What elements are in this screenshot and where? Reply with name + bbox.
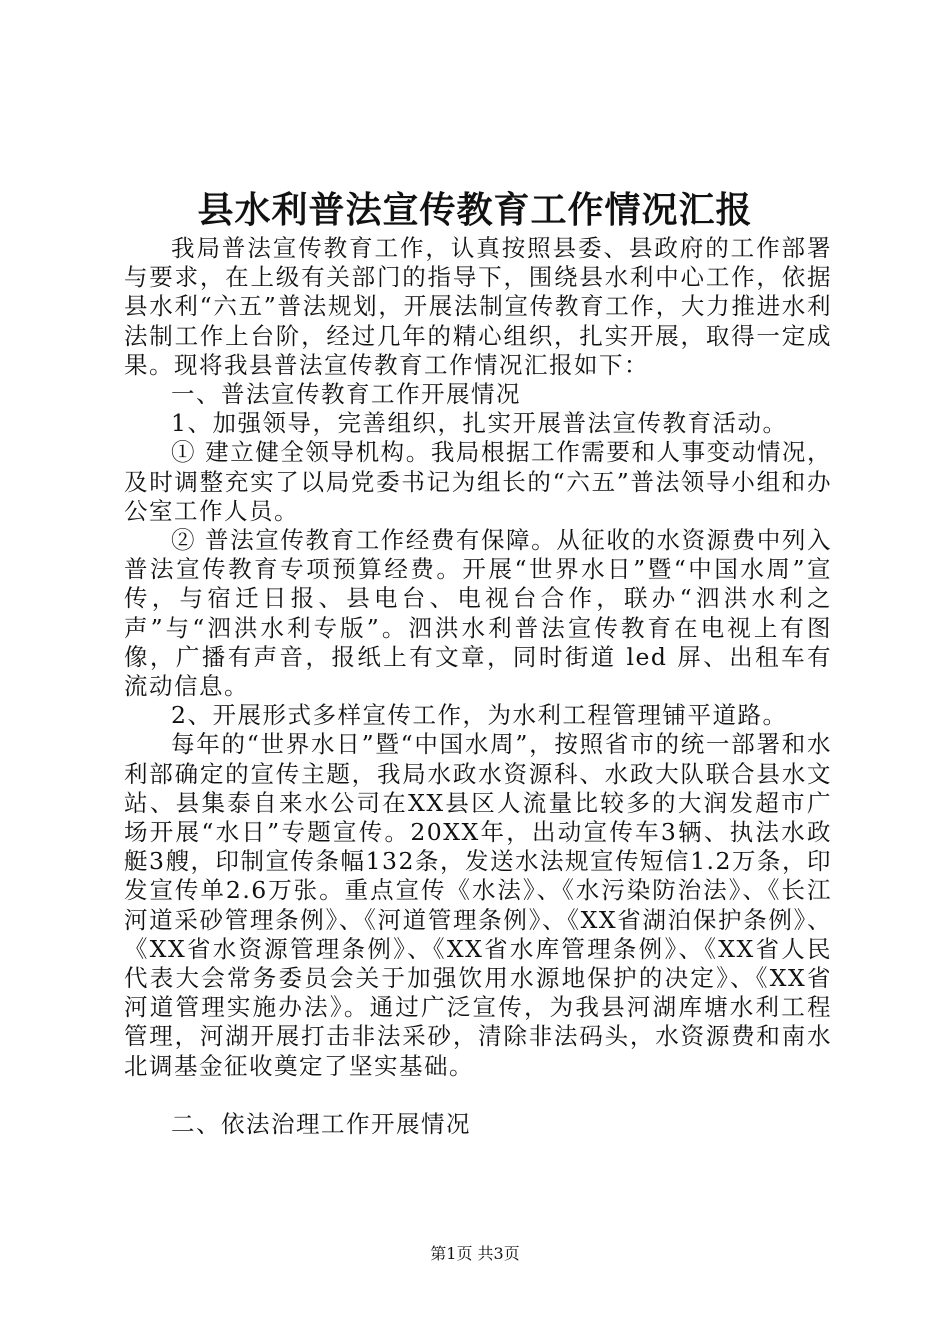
paragraph-item-2: ② 普法宣传教育工作经费有保障。从征收的水资源费中列入普法宣传教育专项预算经费。开展“世界水日”暨“中国水周”宣传，与宿迁日报、县电台、电视台合作，联办“泗洪水利之声”与“泗洪水利专版”。泗洪水利普法宣传教育在电视上有图像，广播有声音，报纸上有文章，同时街道 led 屏、出租车有流动信息。 <box>124 526 832 701</box>
paragraph-water-day: 每年的“世界水日”暨“中国水周”，按照省市的统一部署和水利部确定的宣传主题，我局水政水资源科、水政大队联合县水文站、县集泰自来水公司在XX县区人流量比较多的大润发超市广场开展“水日”专题宣传。20XX年，出动宣传车3辆、执法水政艇3艘，印制宣传条幅132条，发送水法规宣传短信1.2万条，印发宣传单2.6万张。重点宣传《水法》、《水污染防治法》、《长江河道采砂管理条例》、《河道管理条例》、《XX省湖泊保护条例》、《XX省水资源管理条例》、《XX省水库管理条例》、《XX省人民代表大会常务委员会关于加强饮用水源地保护的决定》、《XX省河道管理实施办法》。通过广泛宣传，为我县河湖库塘水利工程管理，河湖开展打击非法采砂，清除非法码头，水资源费和南水北调基金征收奠定了坚实基础。 <box>124 730 832 1080</box>
document-title: 县水利普法宣传教育工作情况汇报 <box>197 189 753 231</box>
subsection-heading-2: 2、开展形式多样宣传工作，为水利工程管理铺平道路。 <box>171 701 788 730</box>
subsection-heading-1: 1、加强领导，完善组织，扎实开展普法宣传教育活动。 <box>171 409 788 438</box>
paragraph-item-1: ① 建立健全领导机构。我局根据工作需要和人事变动情况，及时调整充实了以局党委书记为组长的“六五”普法领导小组和办公室工作人员。 <box>124 438 832 525</box>
section-heading-1: 一、普法宣传教育工作开展情况 <box>171 380 521 409</box>
paragraph-intro: 我局普法宣传教育工作，认真按照县委、县政府的工作部署与要求，在上级有关部门的指导下，围绕县水利中心工作，依据县水利“六五”普法规划，开展法制宣传教育工作，大力推进水利法制工作上台阶，经过几年的精心组织，扎实开展，取得一定成果。现将我县普法宣传教育工作情况汇报如下： <box>124 234 832 379</box>
document-body <box>124 234 832 1139</box>
section-heading-2: 二、依法治理工作开展情况 <box>171 1109 471 1138</box>
page-footer: 第1页 共3页 <box>430 1244 520 1263</box>
